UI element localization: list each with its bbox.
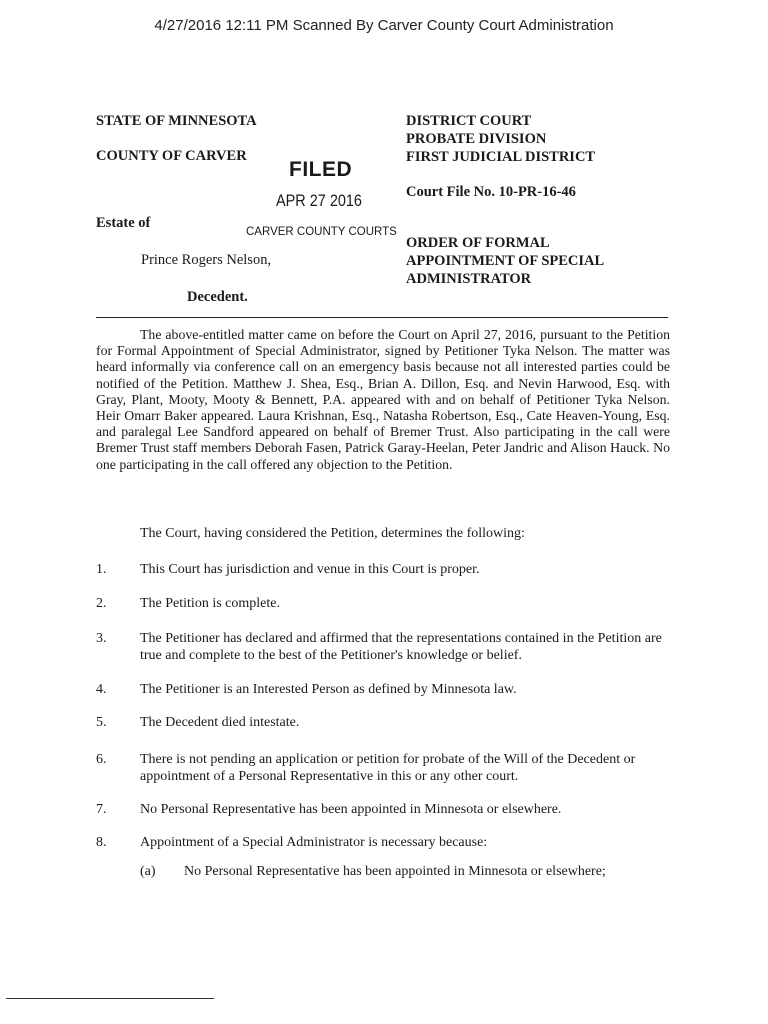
- finding-text: The Petitioner has declared and affirmed that the representations contained in the Petition are true and complete to the best of the Petitioner's knowledge or belief.: [140, 631, 662, 663]
- body-paragraph: The above-entitled matter came on before the Court on April 27, 2016, pursuant to the Petition for Formal Appointment of Special Administrator, signed by Petitioner Tyka Nelson. The matter was heard informally via conference call on an emergency basis because not all interested parties could be notified of the Petition. Matthew J. Shea, Esq., Brian A. Dillon, Esq. and Nevin Harwood, Esq. with Gray, Plant, Mooty, Mooty & Bennett, P.A. appeared with and on behalf of Petitioner Tyka Nelson. Heir Omarr Baker appeared. Laura Krishnan, Esq., Natasha Robertson, Esq., Cate Heaven-Young, Esq. and paralegal Lee Sandford appeared on behalf of Bremer Trust. Also participating in the call were Bremer Trust staff members Deborah Fasen, Patrick Garay-Heelan, Peter Jandric and Alison Hauck. No one participating in the call offered any objection to the Petition.: [96, 327, 670, 472]
- scan-header: 4/27/2016 12:11 PM Scanned By Carver County Court Administration: [154, 17, 614, 34]
- subitem-label: (a): [140, 864, 156, 879]
- finding-number: 6.: [96, 752, 107, 767]
- state-label: STATE OF MINNESOTA: [96, 113, 257, 129]
- findings-intro: The Court, having considered the Petition, determines the following:: [140, 526, 525, 541]
- finding-number: 4.: [96, 682, 107, 697]
- decedent-label: Decedent.: [187, 289, 248, 305]
- finding-text: The Decedent died intestate.: [140, 715, 300, 730]
- order-title-line: APPOINTMENT OF SPECIAL: [406, 253, 605, 269]
- finding-subitem: [140, 864, 606, 880]
- finding-number: 5.: [96, 715, 107, 730]
- finding-number: 8.: [96, 835, 107, 850]
- finding-text: There is not pending an application or petition for probate of the Will of the Decedent or appointment of a Personal Representative in this or any other court.: [140, 752, 636, 784]
- finding-text: This Court has jurisdiction and venue in this Court is proper.: [140, 562, 480, 577]
- caption-divider: [96, 317, 668, 318]
- decedent-name: Prince Rogers Nelson,: [141, 252, 272, 268]
- county-label: COUNTY OF CARVER: [96, 148, 247, 164]
- court-label: DISTRICT COURT: [406, 113, 532, 129]
- district-label: FIRST JUDICIAL DISTRICT: [406, 149, 596, 165]
- finding-number: 7.: [96, 802, 107, 817]
- order-title-line: ORDER OF FORMAL: [406, 235, 550, 251]
- filed-stamp-courts: CARVER COUNTY COURTS: [246, 226, 397, 238]
- order-title-line: ADMINISTRATOR: [406, 271, 532, 287]
- subitem-text: No Personal Representative has been appointed in Minnesota or elsewhere;: [184, 864, 606, 879]
- finding-text: The Petitioner is an Interested Person as defined by Minnesota law.: [140, 682, 517, 697]
- estate-of-label: Estate of: [96, 215, 151, 231]
- finding-number: 3.: [96, 631, 107, 646]
- finding-number: 1.: [96, 562, 107, 577]
- finding-text: No Personal Representative has been appointed in Minnesota or elsewhere.: [140, 802, 562, 817]
- finding-text: Appointment of a Special Administrator is necessary because:: [140, 835, 488, 850]
- filed-stamp-date: APR 27 2016: [276, 191, 362, 210]
- filed-stamp: FILED: [289, 158, 353, 181]
- division-label: PROBATE DIVISION: [406, 131, 547, 147]
- order-title: [406, 234, 604, 288]
- finding-text: The Petition is complete.: [140, 596, 280, 611]
- footnote-divider: [6, 998, 214, 999]
- finding-number: 2.: [96, 596, 107, 611]
- court-file-number: Court File No. 10-PR-16-46: [406, 184, 576, 200]
